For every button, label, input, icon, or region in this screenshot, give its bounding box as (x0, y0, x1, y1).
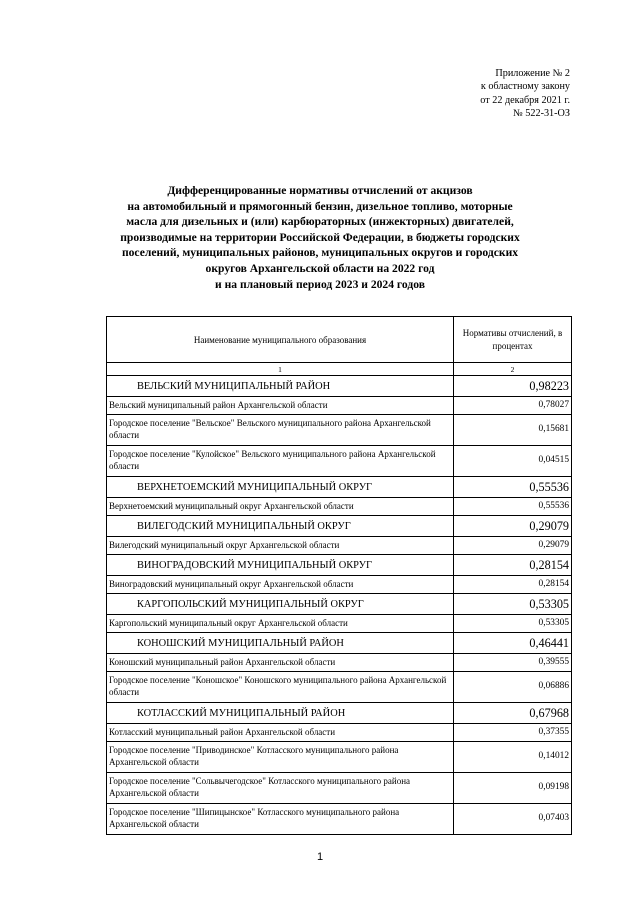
municipality-row (107, 724, 572, 742)
row-name: Верхнетоемский муниципальный округ Архангельской области (107, 498, 454, 516)
page-number: 1 (316, 851, 324, 863)
row-value: 0,37355 (454, 724, 572, 742)
title-line: поселений, муниципальных районов, муниципальных округов и городских (121, 246, 519, 260)
district-row (107, 555, 572, 576)
row-name: Городское поселение "Приводинское" Котласского муниципального района Архангельской области (107, 742, 454, 773)
title-line: и на плановый период 2023 и 2024 годов (214, 277, 426, 291)
row-name: ВИНОГРАДОВСКИЙ МУНИЦИПАЛЬНЫЙ ОКРУГ (107, 555, 454, 576)
municipality-row (107, 537, 572, 555)
row-value: 0,46441 (454, 633, 572, 654)
row-name: КОНОШСКИЙ МУНИЦИПАЛЬНЫЙ РАЙОН (107, 633, 454, 654)
row-name: Коношский муниципальный район Архангельской области (107, 654, 454, 672)
row-value: 0,53305 (454, 615, 572, 633)
title-line: Дифференцированные нормативы отчислений от акцизов (167, 184, 473, 197)
municipality-row (107, 654, 572, 672)
header-name: Наименование муниципального образования (107, 317, 454, 363)
municipality-row (107, 446, 572, 477)
document-title (80, 183, 560, 292)
municipality-row (107, 397, 572, 415)
row-name: Вельский муниципальный район Архангельской области (107, 397, 454, 415)
municipality-row (107, 415, 572, 446)
district-row (107, 594, 572, 615)
row-value: 0,67968 (454, 703, 572, 724)
appendix-note (430, 67, 570, 121)
row-name: ВИЛЕГОДСКИЙ МУНИЦИПАЛЬНЫЙ ОКРУГ (107, 516, 454, 537)
norms-table (106, 316, 572, 835)
municipality-row (107, 773, 572, 804)
municipality-row (107, 498, 572, 516)
row-value: 0,15681 (454, 415, 572, 446)
row-value: 0,14012 (454, 742, 572, 773)
row-value: 0,98223 (454, 376, 572, 397)
row-value: 0,28154 (454, 555, 572, 576)
row-name: КОТЛАССКИЙ МУНИЦИПАЛЬНЫЙ РАЙОН (107, 703, 454, 724)
title-line: на автомобильный и прямогонный бензин, дизельное топливо, моторные (127, 199, 513, 213)
row-value: 0,29079 (454, 516, 572, 537)
column-number-row (107, 363, 572, 376)
row-name: Виноградовский муниципальный округ Архангельской области (107, 576, 454, 594)
row-value: 0,55536 (454, 477, 572, 498)
title-line: округов Архангельской области на 2022 год (205, 261, 435, 275)
row-value: 0,07403 (454, 804, 572, 835)
row-name: Вилегодский муниципальный округ Архангельской области (107, 537, 454, 555)
district-row (107, 703, 572, 724)
row-value: 0,04515 (454, 446, 572, 477)
table-header-row (107, 317, 572, 363)
row-name: Городское поселение "Вельское" Вельского муниципального района Архангельской области (107, 415, 454, 446)
row-value: 0,09198 (454, 773, 572, 804)
column-number-1: 1 (107, 363, 454, 376)
row-name: ВЕЛЬСКИЙ МУНИЦИПАЛЬНЫЙ РАЙОН (107, 376, 454, 397)
row-name: Котласский муниципальный район Архангельской области (107, 724, 454, 742)
municipality-row (107, 672, 572, 703)
title-line: производимые на территории Российской Федерации, в бюджеты городских (120, 230, 520, 244)
row-name: Городское поселение "Шипицынское" Котласского муниципального района Архангельской области (107, 804, 454, 835)
row-name: КАРГОПОЛЬСКИЙ МУНИЦИПАЛЬНЫЙ ОКРУГ (107, 594, 454, 615)
municipality-row (107, 615, 572, 633)
row-value: 0,39555 (454, 654, 572, 672)
appendix-line: № 522-31-ОЗ (513, 108, 570, 120)
row-name: Городское поселение "Кулойское" Вельского муниципального района Архангельской области (107, 446, 454, 477)
district-row (107, 516, 572, 537)
row-name: Каргопольский муниципальный округ Архангельской области (107, 615, 454, 633)
municipality-row (107, 576, 572, 594)
title-line: масла для дизельных и (или) карбюраторных (инжекторных) двигателей, (126, 215, 514, 229)
appendix-line: к областному закону (480, 81, 570, 93)
municipality-row (107, 804, 572, 835)
row-value: 0,78027 (454, 397, 572, 415)
row-value: 0,28154 (454, 576, 572, 594)
row-name: Городское поселение "Коношское" Коношского муниципального района Архангельской области (107, 672, 454, 703)
row-name: Городское поселение "Сольвычегодское" Котласского муниципального района Архангельской области (107, 773, 454, 804)
row-value: 0,55536 (454, 498, 572, 516)
header-norm: Нормативы отчислений, в процентах (454, 317, 572, 363)
row-value: 0,06886 (454, 672, 572, 703)
row-value: 0,53305 (454, 594, 572, 615)
appendix-line: Приложение № 2 (495, 68, 570, 79)
district-row (107, 477, 572, 498)
district-row (107, 376, 572, 397)
district-row (107, 633, 572, 654)
municipality-row (107, 742, 572, 773)
row-name: ВЕРХНЕТОЕМСКИЙ МУНИЦИПАЛЬНЫЙ ОКРУГ (107, 477, 454, 498)
column-number-2: 2 (454, 363, 572, 376)
appendix-line: от 22 декабря 2021 г. (480, 94, 570, 106)
row-value: 0,29079 (454, 537, 572, 555)
